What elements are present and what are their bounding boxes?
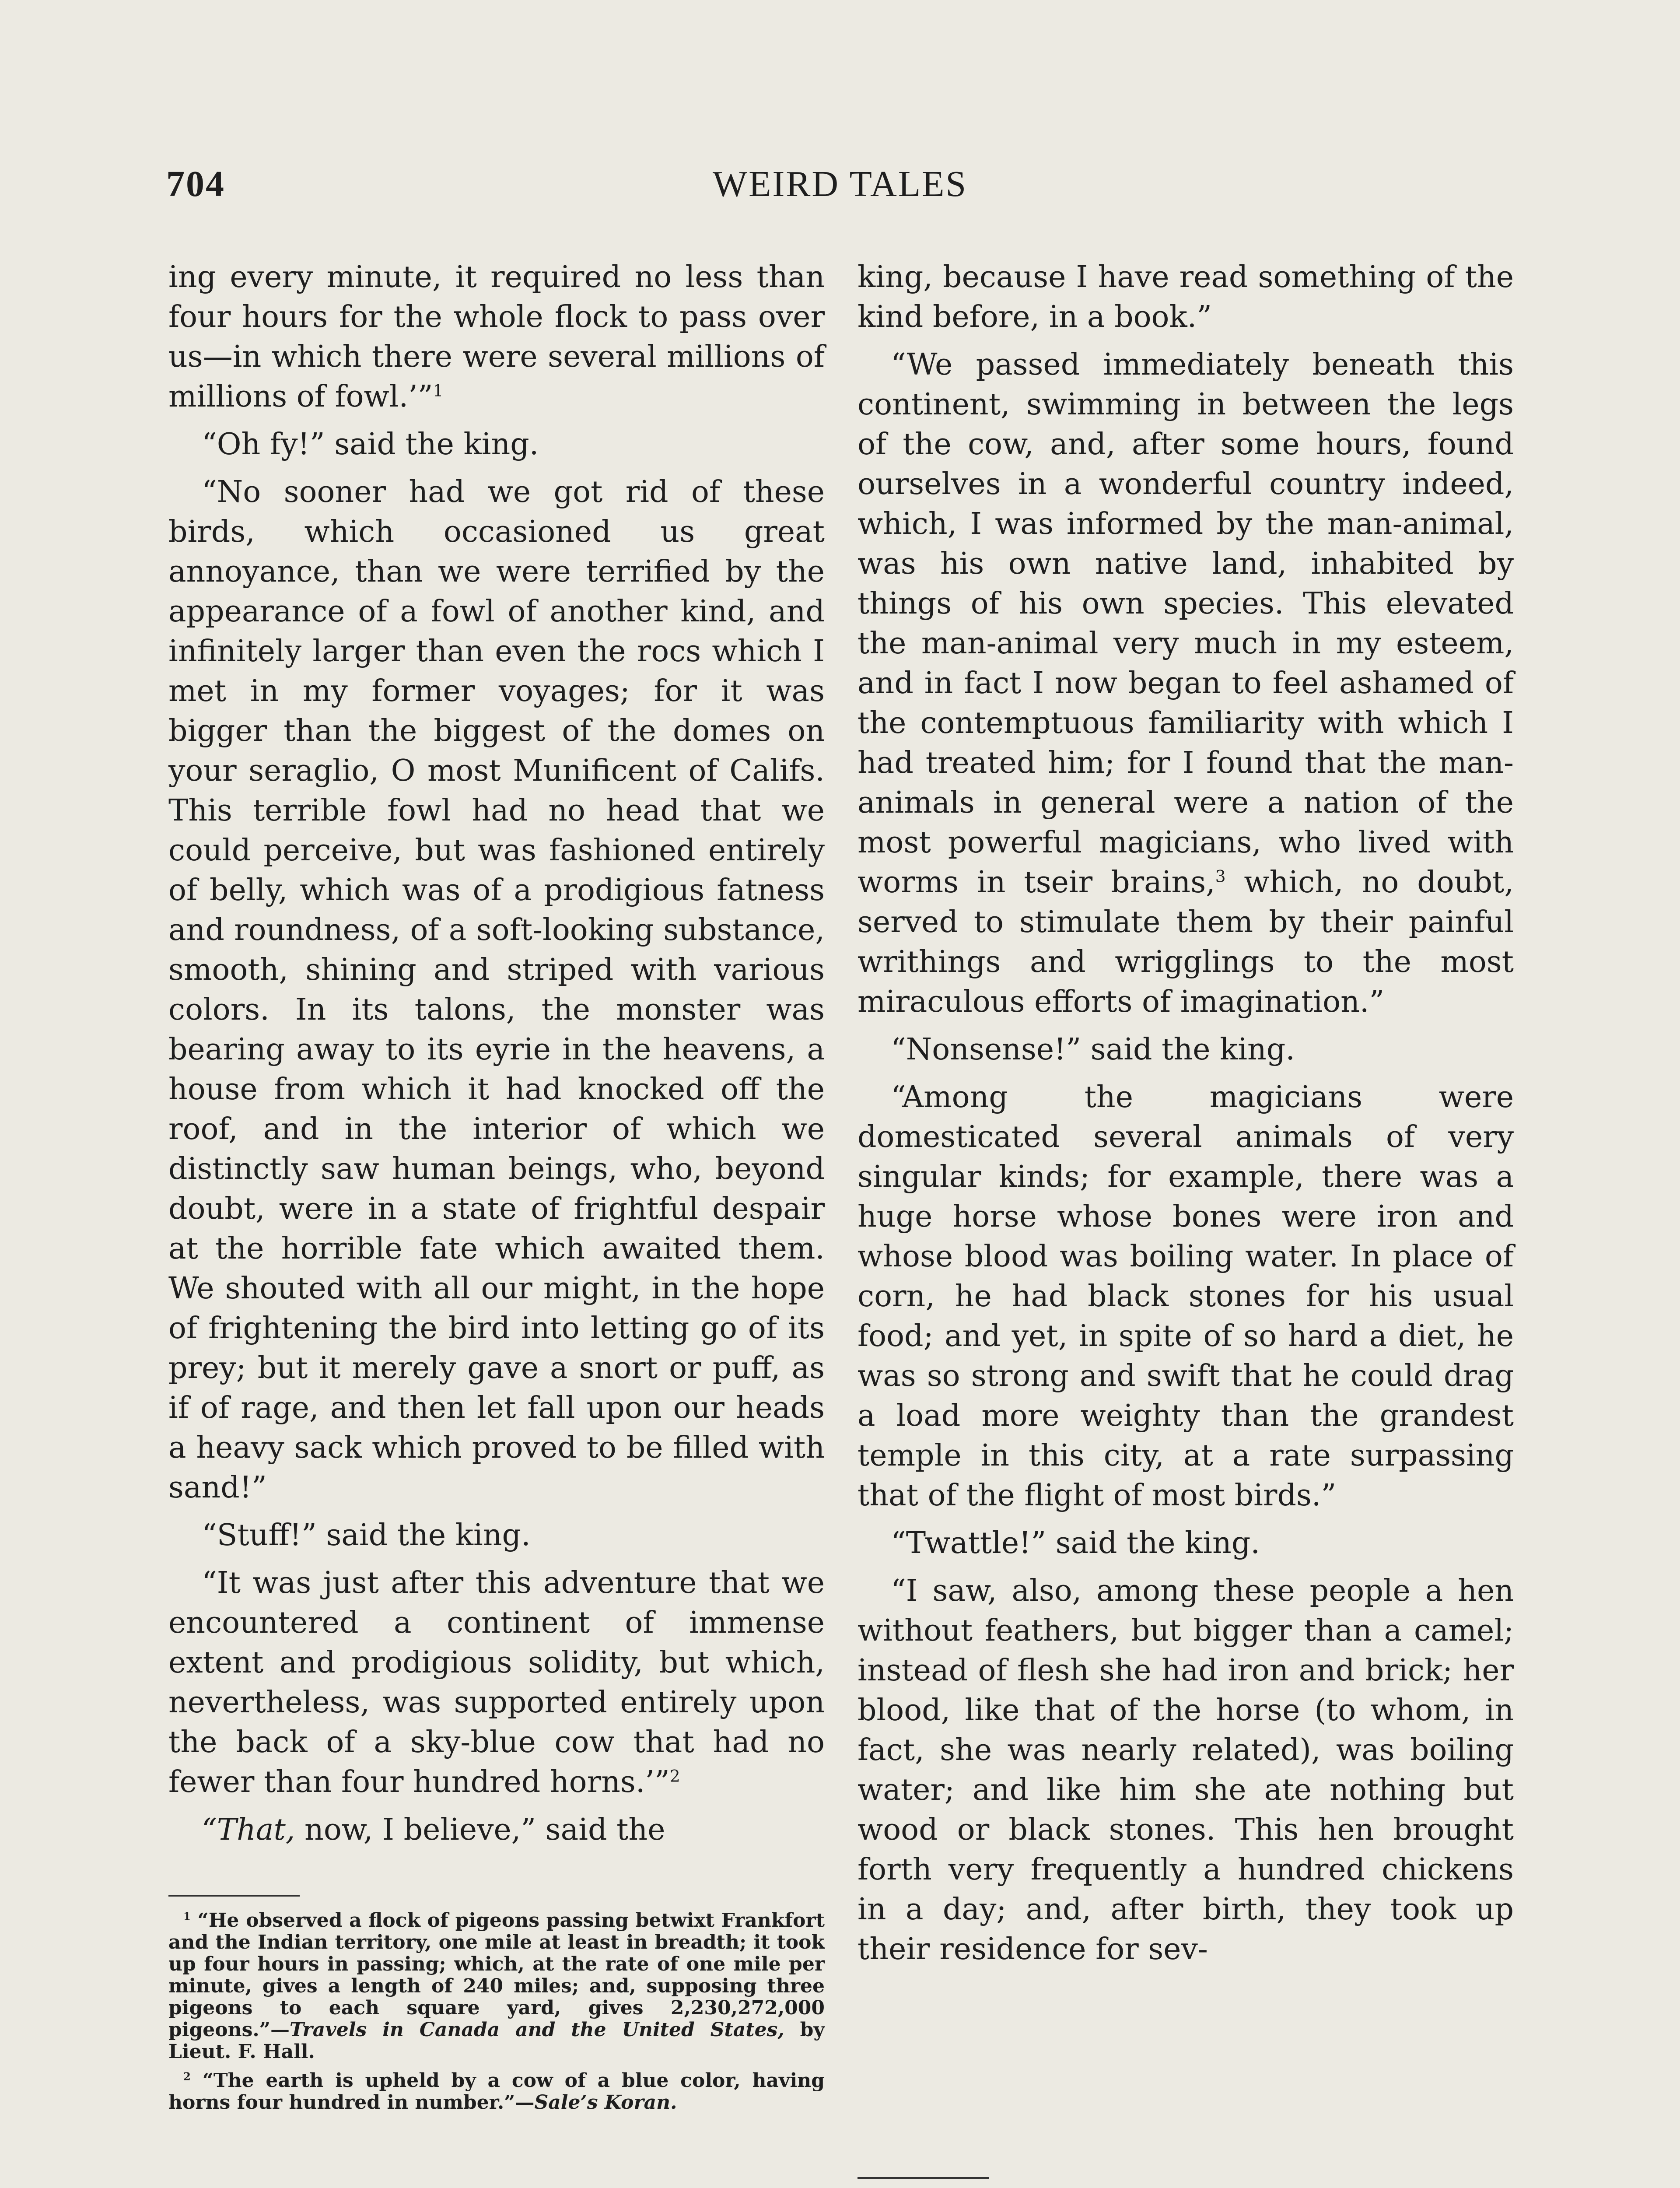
page-header bbox=[166, 163, 1514, 211]
paragraph: king, because I have read something of the kind before, in a book.” bbox=[858, 260, 1514, 334]
left-text-column bbox=[168, 257, 825, 1858]
paragraph: ing every minute, it required no less than four hours for the whole flock to pass over us—in which there were several millions of millions of fowl.’”$^1$ bbox=[168, 260, 825, 414]
footnote-ref: 3 bbox=[1215, 866, 1226, 886]
right-text-column bbox=[858, 257, 1514, 1977]
paragraph: “No sooner had we got rid of these birds, which occasioned us great annoyance, than we were terrified by the appearance of a fowl of another kind, and infinitely larger than even the rocs which I met in my former voyages; for it was bigger than the biggest of the domes on your seraglio, O most Munificent of Califs. This terrible fowl had no head that we could perceive, but was fashioned entirely of belly, which was of a prodigious fatness and roundness, of a soft-looking substance, smooth, shining and striped with various colors. In its talons, the monster was bearing away to its eyrie in the heavens, a house from which it had knocked off the roof, and in the interior of which we distinctly saw human beings, who, beyond doubt, were in a state of frightful despair at the horrible fate which awaited them. We shouted with all our might, in the hope of frightening the bird into letting go of its prey; but it merely gave a snort or puff, as if of rage, and then let fall upon our heads a heavy sack which proved to be filled with sand!” bbox=[168, 475, 825, 1505]
paragraph: “That, now, I believe,” said the bbox=[202, 1813, 665, 1847]
paragraph: “Nonsense!” said the king. bbox=[891, 1032, 1295, 1067]
footnotes-left bbox=[168, 1895, 825, 2121]
paragraph: “It was just after this adventure that we encountered a continent of immense extent and prodigious solidity, but which, nevertheless, was supported entirely upon the back of a sky-blue cow that had no fewer than four hundred horns.’”$^2$ bbox=[168, 1566, 825, 1799]
paragraph: “Twattle!” said the king. bbox=[891, 1526, 1260, 1560]
paragraph: “I saw, also, among these people a hen without feathers, but bigger than a camel; instead of flesh she had iron and brick; her blood, like that of the horse (to whom, in fact, she was nearly related), was boiling water; and like him she ate nothing but wood or black stones. This hen brought forth very frequently a hundred chickens in a day; and, after birth, they took up their residence for sev- bbox=[858, 1574, 1514, 1967]
footnote-ref: 1 bbox=[433, 381, 444, 400]
footnote: $^1$ “He observed a flock of pigeons passing betwixt Frankfort and the Indian territory, one mile at least in breadth; it took up four hours in passing; which, at the rate of one mile per minute, gives a length of 240 miles; and, supposing three pigeons to each square yard, gives 2,230,272,000 pigeons.”—Travels in Canada and the United States, by Lieut. F. Hall. bbox=[168, 1909, 825, 2063]
footnote-ref: 2 bbox=[669, 1766, 680, 1786]
footnote-rule bbox=[168, 1895, 300, 1897]
paragraph: “We passed immediately beneath this continent, swimming in between the legs of the cow, and, after some hours, found ourselves in a wonderful country indeed, which, I was informed by the man-animal, was his own native land, inhabited by things of his own species. This elevated the man-animal very much in my esteem, and in fact I now began to feel ashamed of the contemptuous familiarity with which I had treated him; for I found that the man-animals in general were a nation of the most powerful magicians, who lived with worms in tseir brains,$^3$ which, no doubt, served to stimulate them by their painful writhings and wrigglings to the most miraculous efforts of imagination.” bbox=[858, 347, 1514, 1019]
paragraph: “Among the magicians were domesticated several animals of very singular kinds; for example, there was a huge horse whose bones were iron and whose blood was boiling water. In place of corn, he had black stones for his usual food; and yet, in spite of so hard a diet, he was so strong and swift that he could drag a load more weighty than the grandest temple in this city, at a rate surpassing that of the flight of most birds.” bbox=[858, 1080, 1514, 1513]
footnotes-right bbox=[858, 2177, 1514, 2188]
paragraph: “Stuff!” said the king. bbox=[202, 1518, 531, 1553]
paragraph: “Oh fy!” said the king. bbox=[202, 427, 539, 462]
footnote: $^2$ “The earth is upheld by a cow of a blue color, having horns four hundred in number.”—Sale’s Koran. bbox=[168, 2069, 825, 2114]
running-title: WEIRD TALES bbox=[712, 164, 968, 204]
page-number: 704 bbox=[166, 164, 225, 204]
footnote-rule bbox=[858, 2177, 989, 2179]
